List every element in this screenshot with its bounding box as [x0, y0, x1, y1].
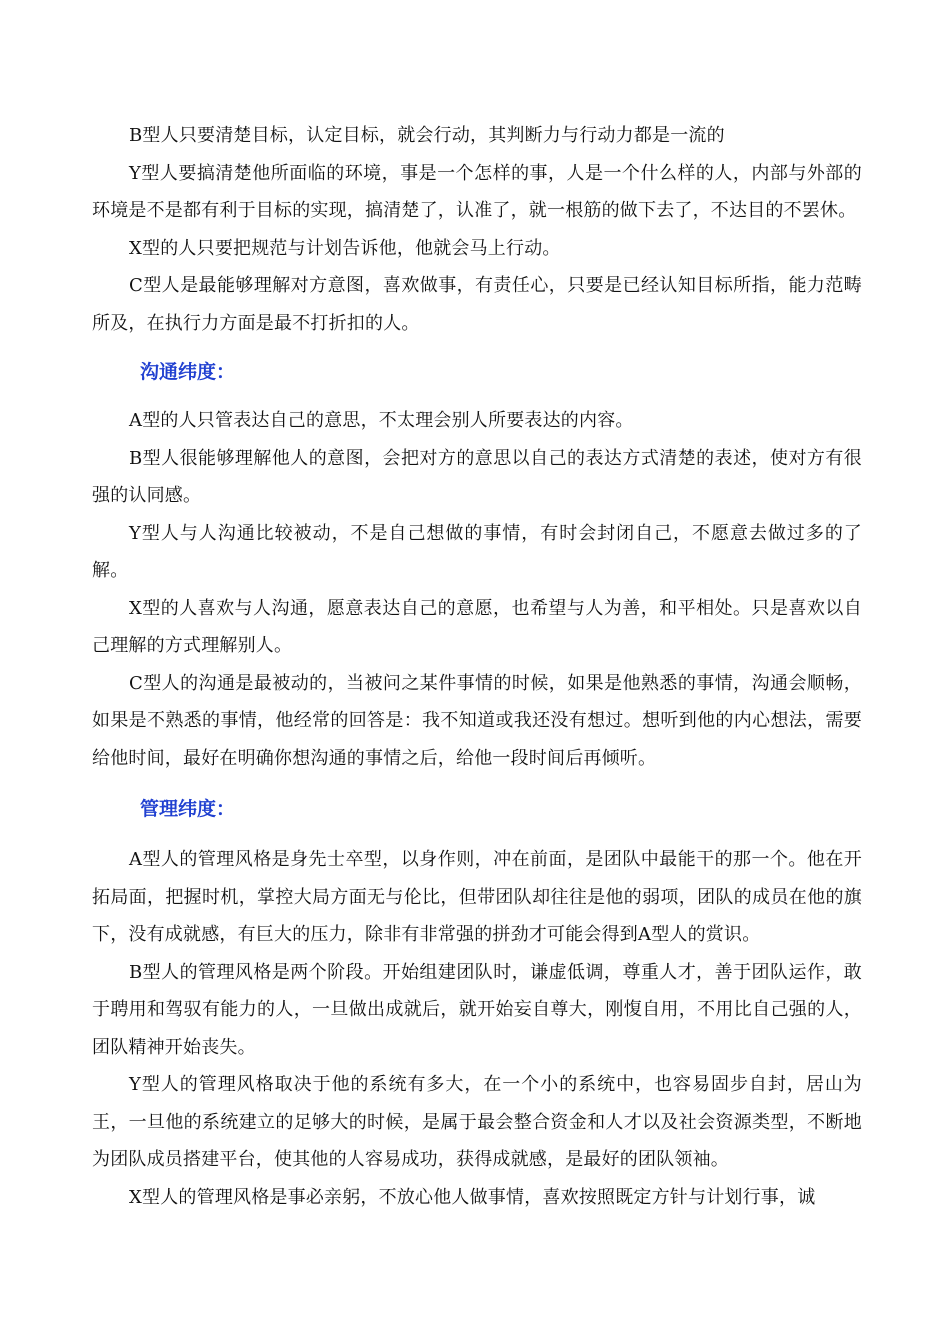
body-paragraph: C型人的沟通是最被动的，当被问之某件事情的时候，如果是他熟悉的事情，沟通会顺畅，如果是不熟悉的事情，他经常的回答是：我不知道或我还没有想过。想听到他的内心想法，需要给他时间，最好在明确你想沟通的事情之后，给他一段时间后再倾听。 — [92, 672, 862, 769]
body-paragraph: X型的人只要把规范与计划告诉他，他就会马上行动。 — [129, 237, 561, 259]
body-paragraph: A型的人只管表达自己的意思，不太理会别人所要表达的内容。 — [129, 410, 634, 431]
body-paragraph: B型人很能够理解他人的意图，会把对方的意思以自己的表达方式清楚的表述，使对方有很强的认同感。 — [92, 447, 862, 506]
body-paragraph: X型的人喜欢与人沟通，愿意表达自己的意愿，也希望与人为善，和平相处。只是喜欢以自己理解的方式理解别人。 — [92, 597, 862, 656]
body-paragraph: Y型人与人沟通比较被动，不是自己想做的事情，有时会封闭自己，不愿意去做过多的了解。 — [92, 522, 862, 581]
section-heading-management: 管理纬度： — [140, 798, 236, 820]
section-heading-communication: 沟通纬度： — [140, 361, 236, 383]
document-page — [92, 117, 862, 1216]
body-paragraph: C型人是最能够理解对方意图，喜欢做事，有责任心，只要是已经认知目标所指，能力范畴所及，在执行力方面是最不打折扣的人。 — [92, 275, 862, 334]
body-paragraph: B型人只要清楚目标，认定目标，就会行动，其判断力与行动力都是一流的 — [129, 125, 725, 146]
body-paragraph: Y型人要搞清楚他所面临的环境，事是一个怎样的事，人是一个什么样的人，内部与外部的环境是不是都有利于目标的实现，搞清楚了，认准了，就一根筋的做下去了，不达目的不罢休。 — [92, 162, 862, 221]
body-paragraph: A型人的管理风格是身先士卒型，以身作则，冲在前面，是团队中最能干的那一个。他在开拓局面，把握时机，掌控大局方面无与伦比，但带团队却往往是他的弱项，团队的成员在他的旗下，没有成就感，有巨大的压力，除非有非常强的拼劲才可能会得到A型人的赏识。 — [92, 849, 862, 945]
body-paragraph: B型人的管理风格是两个阶段。开始组建团队时，谦虚低调，尊重人才，善于团队运作，敢于聘用和驾驭有能力的人，一旦做出成就后，就开始妄自尊大，刚愎自用，不用比自己强的人，团队精神开始丧失。 — [92, 961, 862, 1058]
body-paragraph: Y型人的管理风格取决于他的系统有多大，在一个小的系统中，也容易固步自封，居山为王，一旦他的系统建立的足够大的时候，是属于最会整合资金和人才以及社会资源类型，不断地为团队成员搭建平台，使其他的人容易成功，获得成就感，是最好的团队领袖。 — [92, 1074, 862, 1170]
body-paragraph: X型人的管理风格是事必亲躬，不放心他人做事情，喜欢按照既定方针与计划行事，诚 — [129, 1186, 816, 1208]
